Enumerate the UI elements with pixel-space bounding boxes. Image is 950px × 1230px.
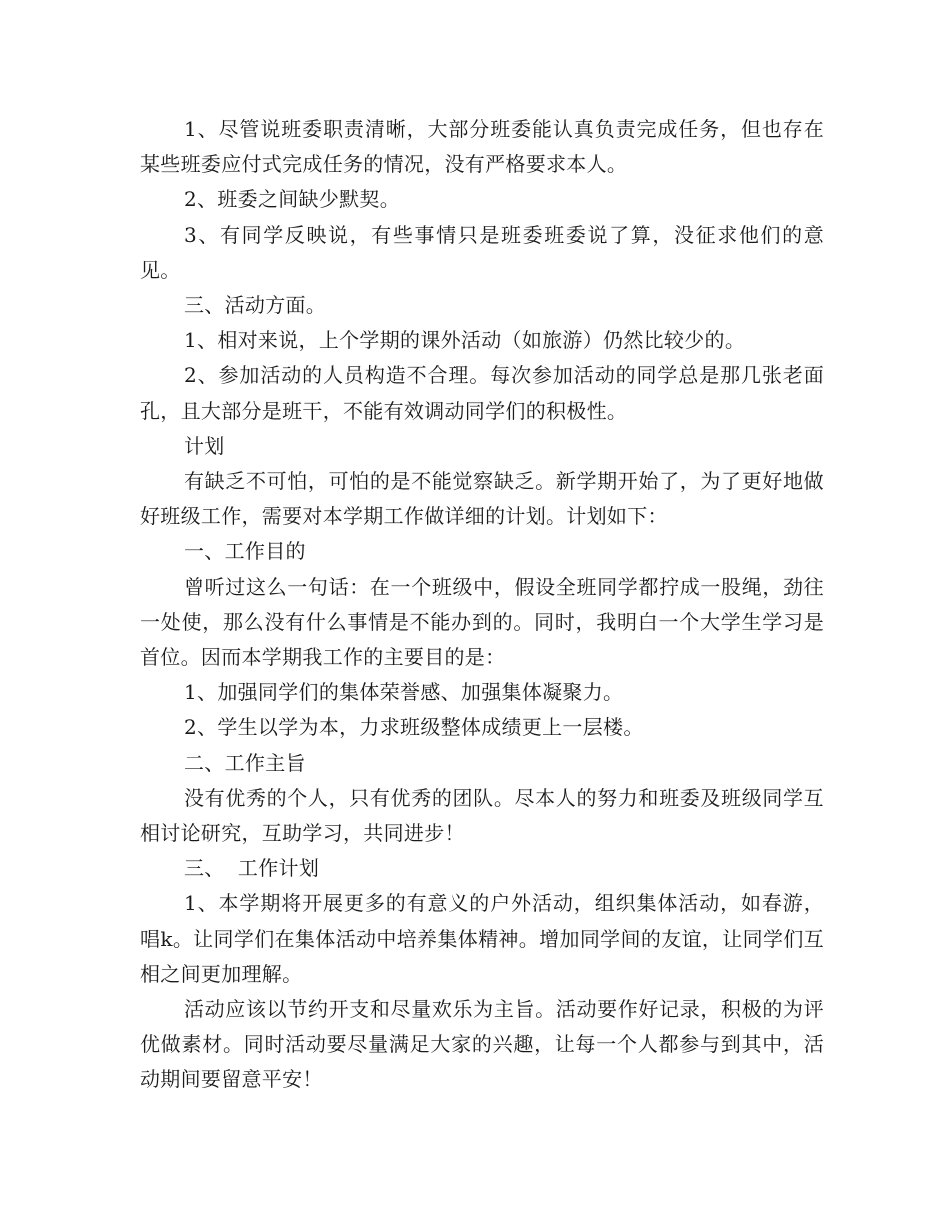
paragraph-work-plan-1: 1、本学期将开展更多的有意义的户外活动，组织集体活动，如春游，唱k。让同学们在集体活动中培养集体精神。增加同学间的友谊，让同学们互相之间更加理解。 — [140, 891, 824, 986]
paragraph-activity-1: 1、相对来说，上个学期的课外活动（如旅游）仍然比较少的。 — [184, 328, 746, 353]
paragraph-goal-body: 曾听过这么一句话：在一个班级中，假设全班同学都拧成一股绳，劲往一处使，那么没有什么事情是不能办到的。同时，我明白一个大学生学习是首位。因而本学期我工作的主要目的是： — [140, 574, 824, 670]
section-heading-work-plan: 三、 工作计划 — [184, 856, 320, 881]
document-body — [140, 112, 824, 1098]
paragraph-plan-intro: 有缺乏不可怕，可怕的是不能觉察缺乏。新学期开始了，为了更好地做好班级工作，需要对本学期工作做详细的计划。计划如下： — [140, 469, 824, 529]
paragraph-issue-3: 3、有同学反映说，有些事情只是班委班委说了算，没征求他们的意见。 — [140, 222, 824, 282]
paragraph-activity-2: 2、参加活动的人员构造不合理。每次参加活动的同学总是那几张老面孔，且大部分是班干，不能有效调动同学们的积极性。 — [140, 363, 824, 423]
paragraph-issue-2: 2、班委之间缺少默契。 — [184, 187, 401, 212]
paragraph-principle-body: 没有优秀的个人，只有优秀的团队。尽本人的努力和班委及班级同学互相讨论研究，互助学习，共同进步！ — [140, 785, 824, 846]
heading-plan: 计划 — [184, 433, 225, 458]
paragraph-issue-1: 1、尽管说班委职责清晰，大部分班委能认真负责完成任务，但也存在某些班委应付式完成任务的情况，没有严格要求本人。 — [140, 117, 824, 177]
paragraph-goal-1: 1、加强同学们的集体荣誉感、加强集体凝聚力。 — [184, 680, 624, 705]
paragraph-goal-2: 2、学生以学为本，力求班级整体成绩更上一层楼。 — [184, 715, 644, 740]
section-heading-goal: 一、工作目的 — [184, 539, 306, 564]
paragraph-work-plan-2: 活动应该以节约开支和尽量欢乐为主旨。活动要作好记录，积极的为评优做素材。同时活动要尽量满足大家的兴趣，让每一个人都参与到其中，活动期间要留意平安！ — [140, 997, 824, 1092]
section-heading-activities: 三、活动方面。 — [184, 293, 327, 318]
section-heading-principle: 二、工作主旨 — [184, 750, 306, 775]
